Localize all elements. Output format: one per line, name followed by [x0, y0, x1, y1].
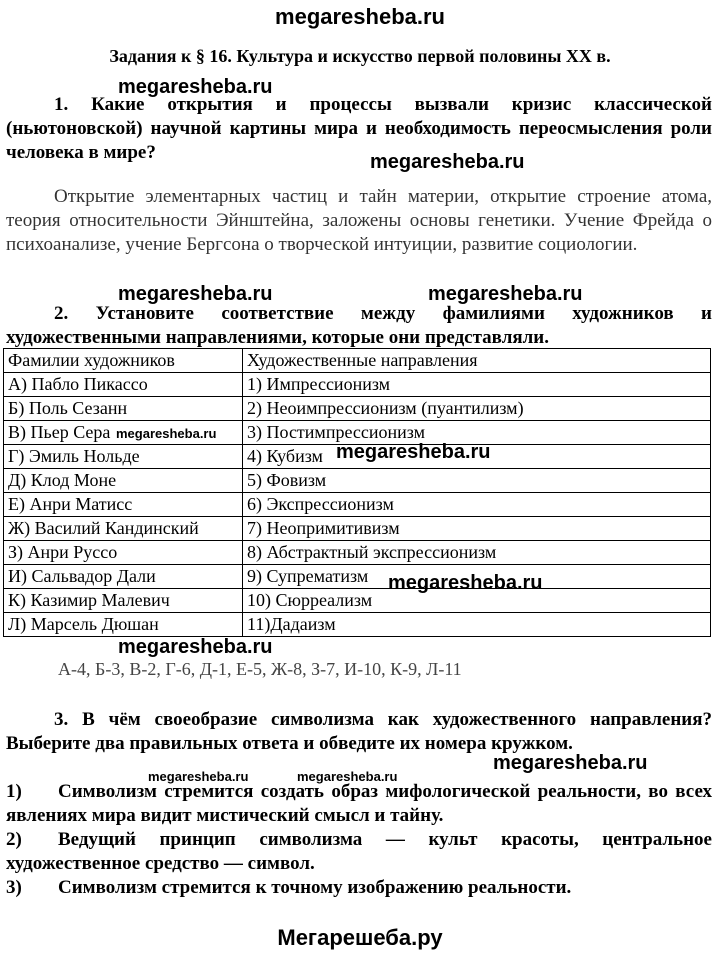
movement-cell: 4) Кубизм — [243, 445, 711, 469]
movement-cell: 1) Импрессионизм — [243, 373, 711, 397]
table-header-row — [4, 349, 711, 373]
table-row — [4, 613, 711, 637]
watermark: megaresheba.ru — [370, 151, 525, 173]
movement-cell: 9) Супрематизм — [243, 565, 711, 589]
column-header: Художественные направления — [243, 349, 711, 373]
table-row — [4, 469, 711, 493]
table-row — [4, 373, 711, 397]
movement-cell: 2) Неоимпрессионизм (пуантилизм) — [243, 397, 711, 421]
table-row — [4, 397, 711, 421]
watermark: megaresheba.ru — [116, 426, 217, 441]
answer-1: Открытие элементарных частиц и тайн материи, открытие строение атома, теория относительности Эйнштейна, заложены основы генетики. Учение Фрейда о психоанализе, учение Бергсона о творческой интуиции, развитие социологии. — [6, 186, 712, 255]
option-2 — [6, 828, 712, 876]
question-1: 1. Какие открытия и процессы вызвали кризис классической (ньютоновской) научной картины мира и необходимость переосмысления роли человека в мире? — [6, 94, 712, 163]
watermark: megaresheba.ru — [148, 769, 249, 784]
answer-2: А-4, Б-3, В-2, Г-6, Д-1, Е-5, Ж-8, З-7, И-10, К-9, Л-11 — [58, 659, 462, 679]
option-number: 2) — [6, 829, 22, 850]
artist-cell: Ж) Василий Кандинский — [4, 517, 243, 541]
artist-cell: Г) Эмиль Нольде — [4, 445, 243, 469]
watermark: megaresheba.ru — [428, 283, 583, 305]
option-1 — [6, 780, 712, 828]
table-row — [4, 565, 711, 589]
site-header: megaresheba.ru — [275, 4, 445, 29]
option-text: Символизм стремится создать образ мифологической реальности, во всех явлениях мира видит мистический смысл и тайну. — [6, 781, 712, 826]
watermark: megaresheba.ru — [118, 76, 273, 98]
artist-cell: Е) Анри Матисс — [4, 493, 243, 517]
movement-cell: 6) Экспрессионизм — [243, 493, 711, 517]
option-number: 1) — [6, 781, 22, 802]
movement-cell: 5) Фовизм — [243, 469, 711, 493]
watermark: megaresheba.ru — [118, 636, 273, 658]
artist-cell: Д) Клод Моне — [4, 469, 243, 493]
artist-cell: Л) Марсель Дюшан — [4, 613, 243, 637]
artist-cell: К) Казимир Малевич — [4, 589, 243, 613]
table-row — [4, 541, 711, 565]
table-row — [4, 517, 711, 541]
movement-cell: 10) Сюрреализм — [243, 589, 711, 613]
option-3 — [6, 876, 712, 900]
table-row — [4, 589, 711, 613]
artist-cell: А) Пабло Пикассо — [4, 373, 243, 397]
watermark: megaresheba.ru — [388, 572, 543, 594]
movement-cell: 11)Дадаизм — [243, 613, 711, 637]
question-2: 2. Установите соответствие между фамилиями художников и художественными направлениями, которые они представляли. — [6, 303, 712, 348]
artist-cell: Б) Поль Сезанн — [4, 397, 243, 421]
column-header: Фамилии художников — [4, 349, 243, 373]
watermark: megaresheba.ru — [297, 769, 398, 784]
matching-table — [3, 348, 711, 637]
watermark: megaresheba.ru — [493, 752, 648, 774]
movement-cell: 7) Неопримитивизм — [243, 517, 711, 541]
table-row — [4, 493, 711, 517]
artist-cell: В) Пьер Сера — [4, 421, 243, 445]
option-text: Символизм стремится к точному изображению реальности. — [58, 877, 572, 898]
option-text: Ведущий принцип символизма — культ красоты, центральное художественное средство — символ. — [6, 829, 712, 874]
watermark: megaresheba.ru — [336, 441, 491, 463]
section-title: Задания к § 16. Культура и искусство первой половины XX в. — [109, 46, 611, 66]
option-number: 3) — [6, 877, 22, 898]
artist-cell: И) Сальвадор Дали — [4, 565, 243, 589]
movement-cell: 8) Абстрактный экспрессионизм — [243, 541, 711, 565]
movement-cell: 3) Постимпрессионизм — [243, 421, 711, 445]
question-3: 3. В чём своеобразие символизма как художественного направления? Выберите два правильных ответа и обведите их номера кружком. — [6, 709, 712, 754]
site-footer: Мегарешеба.ру — [277, 925, 443, 950]
artist-cell: З) Анри Руссо — [4, 541, 243, 565]
watermark: megaresheba.ru — [118, 283, 273, 305]
